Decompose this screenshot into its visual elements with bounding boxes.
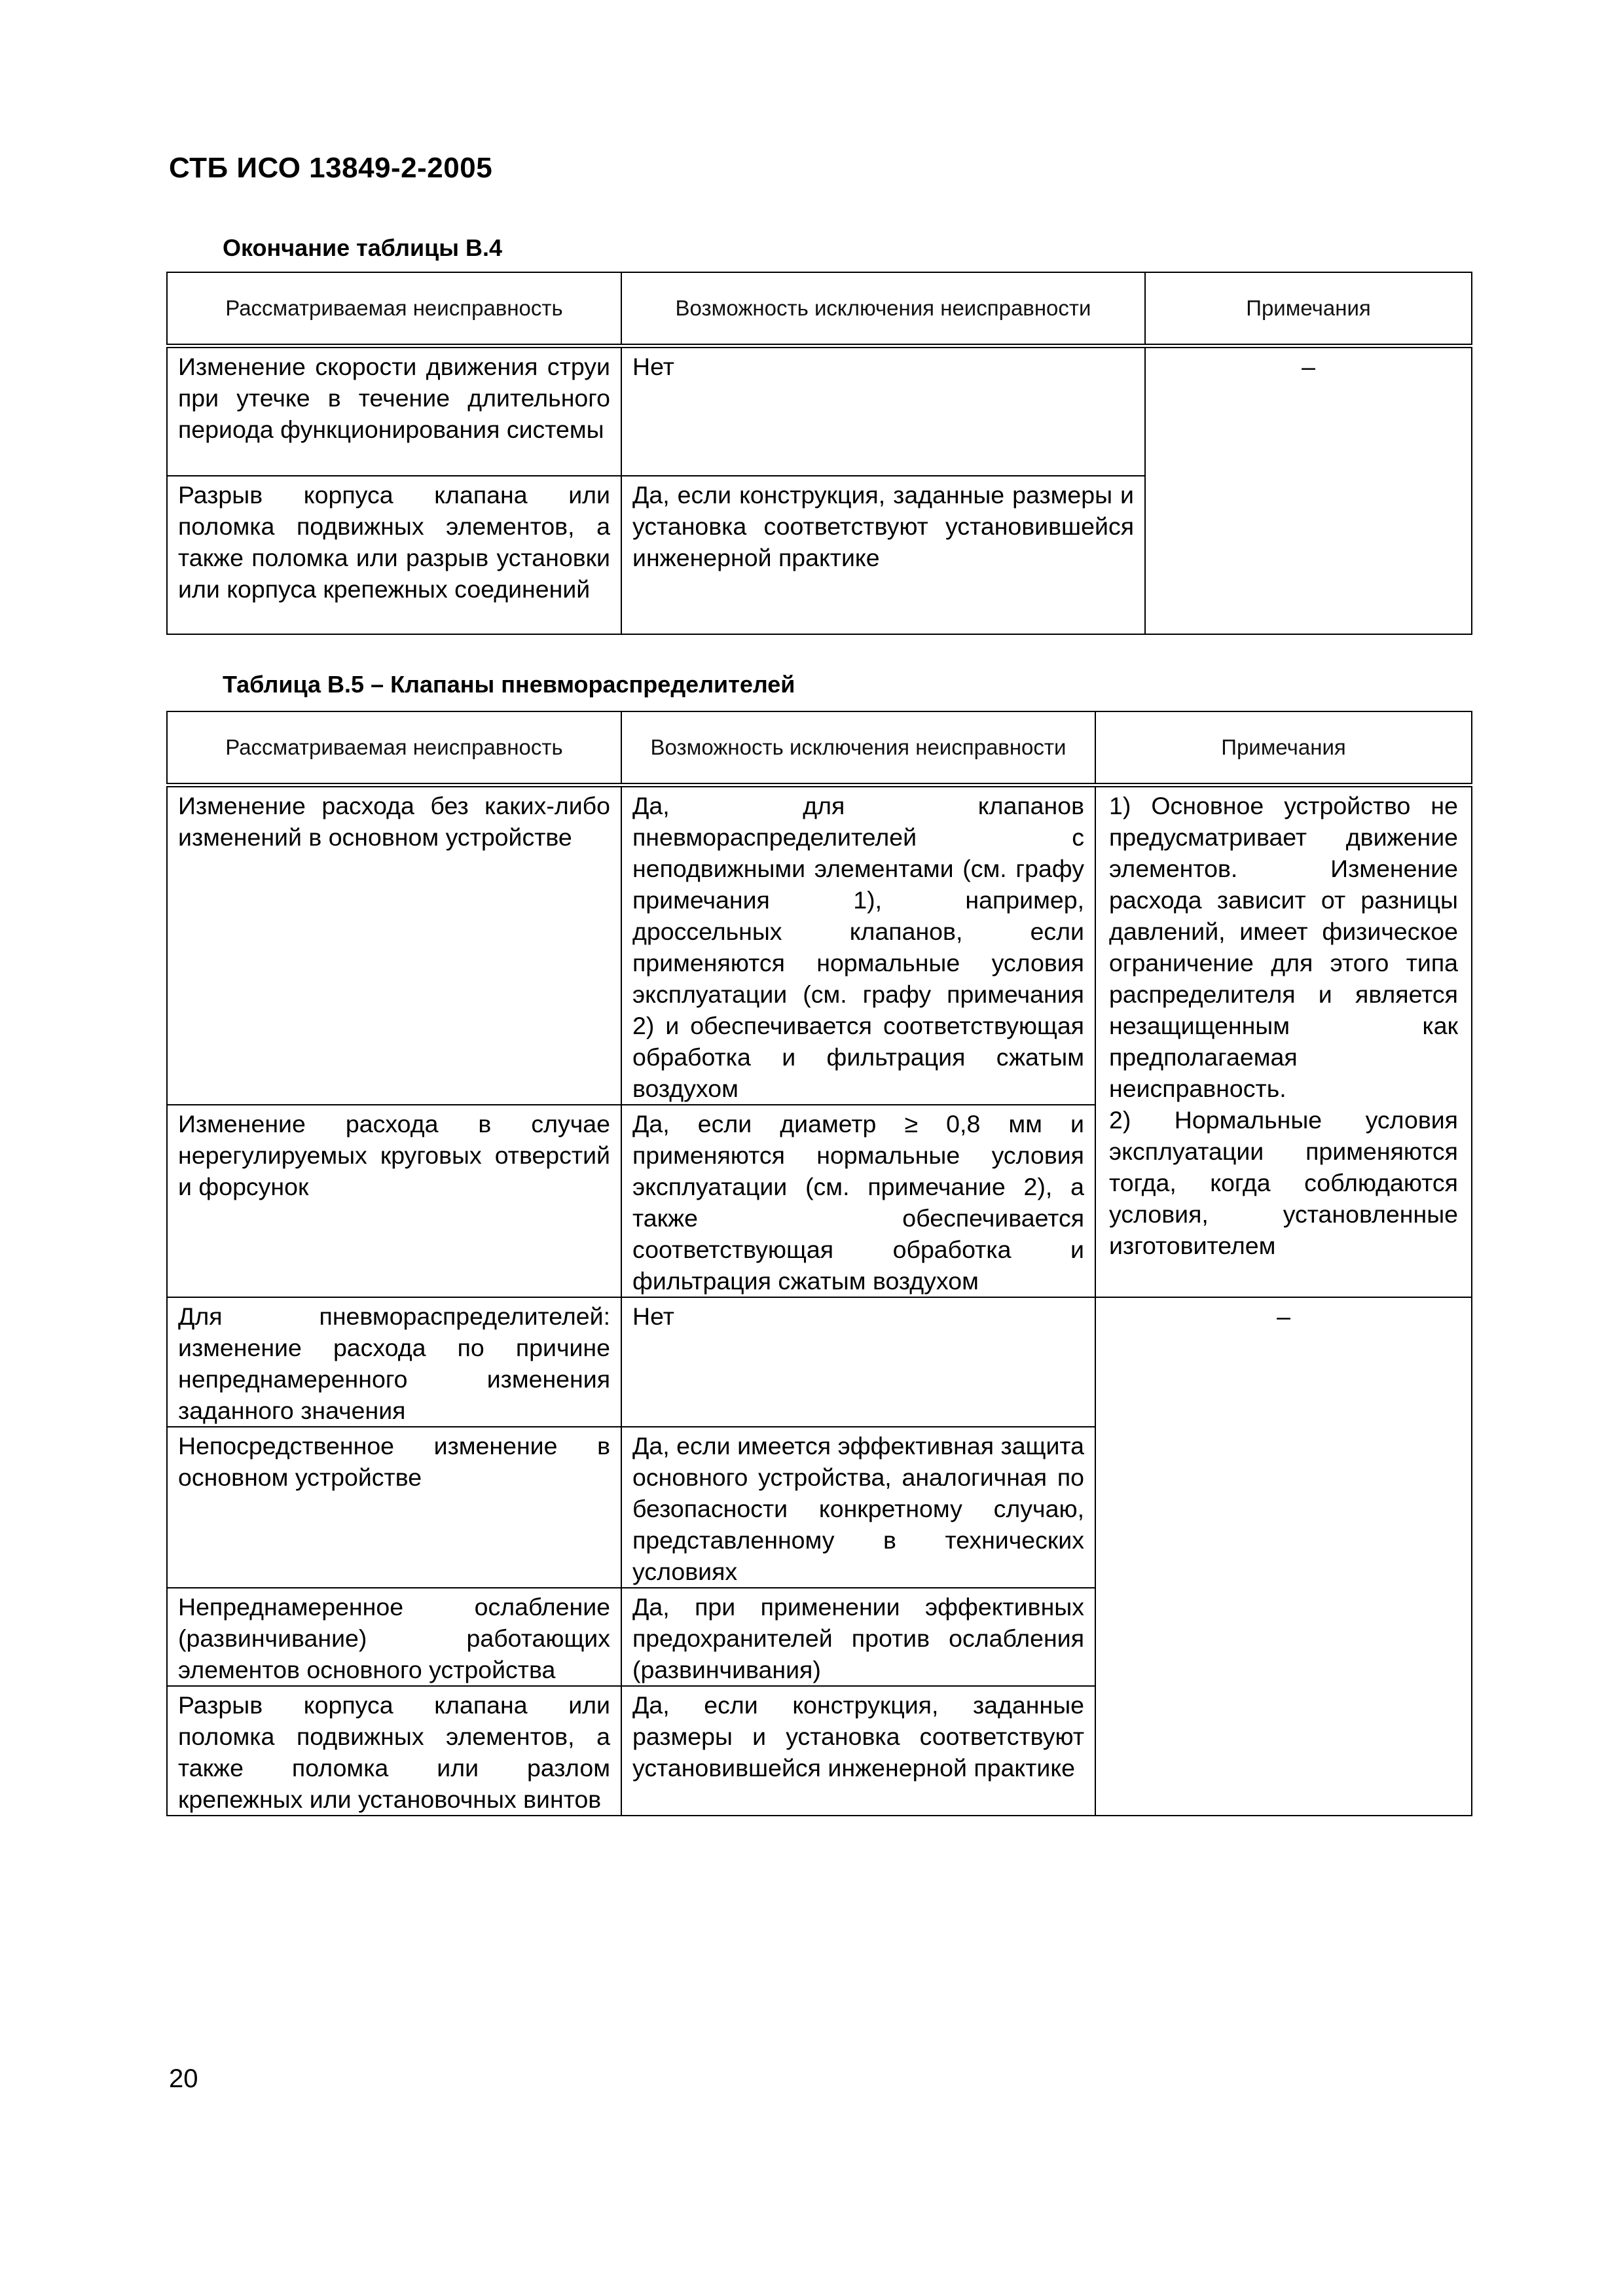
table-b4-caption: Окончание таблицы В.4 xyxy=(223,234,502,261)
notes-cell: 1) Основное устройство не предусматривает движение элементов. Изменение расхода зависит от разницы давлений, имеет физическое ограничение для этого типа распределителя и является незащищенным как предполагаемая неисправность. 2) Нормальные условия эксплуатации применяются тогда, когда соблюдаются условия, установленные изготовителем xyxy=(1095,785,1472,1298)
table-header-row xyxy=(167,711,1472,785)
exclusion-cell: Да, для клапанов пневмораспределителей с неподвижными элементами (см. графу примечания 1), например, дроссельных клапанов, если применяются нормальные условия эксплуатации (см. графу примечания 2) и обеспечивается соответствующая обработка и фильтрация сжатым воздухом xyxy=(621,785,1095,1105)
exclusion-cell: Нет xyxy=(621,346,1145,476)
table-b5 xyxy=(166,711,1472,1816)
exclusion-cell: Да, если имеется эффективная защита основного устройства, аналогичная по безопасности конкретному случаю, представленному в технических условиях xyxy=(621,1427,1095,1588)
exclusion-cell: Да, если диаметр ≥ 0,8 мм и применяются нормальные условия эксплуатации (см. примечание 2), а также обеспечивается соответствующая обработка и фильтрация сжатым воздухом xyxy=(621,1105,1095,1297)
column-header-fault: Рассматриваемая неисправность xyxy=(167,711,621,785)
fault-cell: Изменение расхода в случае нерегулируемых круговых отверстий и форсунок xyxy=(167,1105,621,1297)
column-header-notes: Примечания xyxy=(1095,711,1472,785)
notes-cell: – xyxy=(1145,346,1472,635)
column-header-exclusion: Возможность исключения неисправности xyxy=(621,711,1095,785)
column-header-fault: Рассматриваемая неисправность xyxy=(167,272,621,346)
column-header-exclusion: Возможность исключения неисправности xyxy=(621,272,1145,346)
fault-cell: Для пневмораспределителей: изменение расхода по причине непреднамеренного изменения заданного значения xyxy=(167,1297,621,1427)
table-row xyxy=(167,346,1472,476)
table-row xyxy=(167,785,1472,1105)
exclusion-cell: Нет xyxy=(621,1297,1095,1427)
fault-cell: Непреднамеренное ослабление (развинчивание) работающих элементов основного устройства xyxy=(167,1588,621,1686)
fault-cell: Разрыв корпуса клапана или поломка подвижных элементов, а также поломка или разлом крепежных или установочных винтов xyxy=(167,1686,621,1816)
fault-cell: Изменение скорости движения струи при утечке в течение длительного периода функционирования системы xyxy=(167,346,621,476)
fault-cell: Разрыв корпуса клапана или поломка подвижных элементов, а также поломка или разрыв установки или корпуса крепежных соединений xyxy=(167,476,621,634)
table-b5-caption: Таблица В.5 – Клапаны пневмораспределителей xyxy=(223,671,795,698)
table-row xyxy=(167,1297,1472,1427)
exclusion-cell: Да, при применении эффективных предохранителей против ослабления (развинчивания) xyxy=(621,1588,1095,1686)
column-header-notes: Примечания xyxy=(1145,272,1472,346)
exclusion-cell: Да, если конструкция, заданные размеры и установка соответствуют установившейся инженерной практике xyxy=(621,476,1145,634)
fault-cell: Непосредственное изменение в основном устройстве xyxy=(167,1427,621,1588)
document-header: СТБ ИСО 13849-2-2005 xyxy=(169,152,493,184)
exclusion-cell: Да, если конструкция, заданные размеры и установка соответствуют установившейся инженерной практике xyxy=(621,1686,1095,1816)
page-number: 20 xyxy=(169,2064,198,2093)
table-b4 xyxy=(166,272,1472,635)
fault-cell: Изменение расхода без каких-либо изменений в основном устройстве xyxy=(167,785,621,1105)
table-header-row xyxy=(167,272,1472,346)
notes-cell: – xyxy=(1095,1297,1472,1816)
